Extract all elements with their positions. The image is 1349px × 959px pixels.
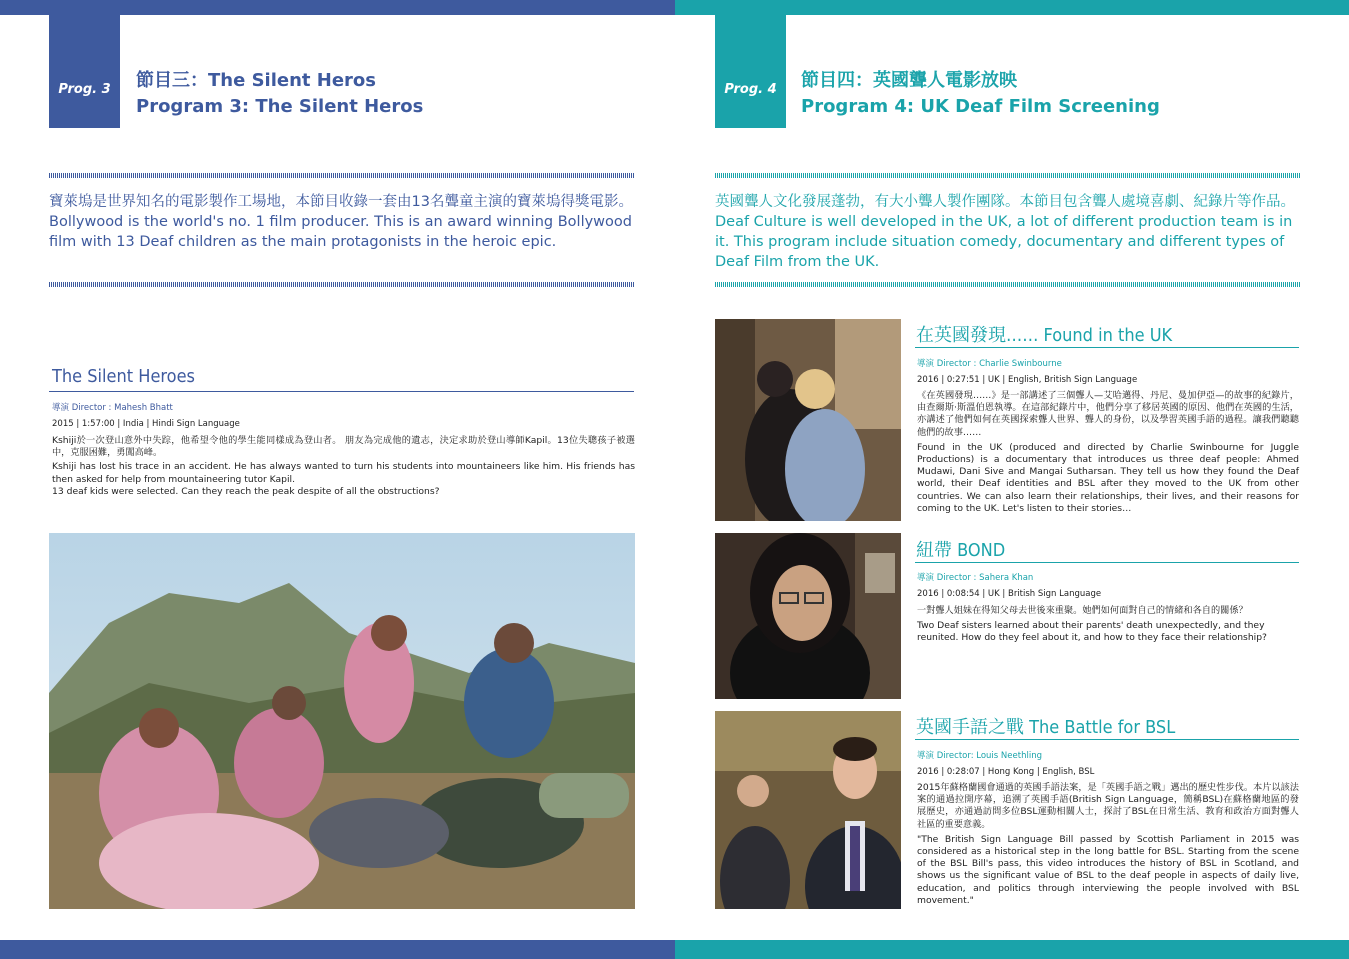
prog3-intro [49,192,639,252]
prog3-title-zh: 節目三：The Silent Heros [136,70,376,91]
film-director: 導演 Director : Charlie Swinbourne [917,359,1062,369]
film-meta: 2016 | 0:28:07 | Hong Kong | English, BSL [917,767,1095,777]
film-description [917,390,1299,515]
film-description-zh: 2015年蘇格蘭國會通過的英國手語法案，是「英國手語之戰」邁出的歷史性步伐。本片以該法案的通過拉開序幕，追溯了英國手語(British Sign Language，簡稱BSL)在蘇格蘭地區的發展歷史，亦通過訪問多位BSL運動相關人士，探討了BSL在日常生活、教育和政治方面對聾人社區的重要意義。 [917,782,1299,830]
film-still-bond [715,533,901,699]
divider [715,173,1300,178]
divider [49,173,635,178]
top-band-left [0,0,675,15]
film-meta: 2016 | 0:08:54 | UK | British Sign Language [917,589,1102,599]
film-still-found-in-uk [715,319,901,521]
prog4-tab-label: Prog. 4 [724,82,777,97]
interview-image [715,711,901,909]
prog3-title-en: Program 3: The Silent Heros [136,96,424,117]
bottom-band-right [675,940,1349,959]
film-director: 導演 Director : Mahesh Bhatt [52,403,173,413]
prog4-intro-zh: 英國聾人文化發展蓬勃，有大小聾人製作團隊。本節目包含聾人處境喜劇、紀錄片等作品。 [715,194,1295,210]
film-description-zh: Kshiji於一次登山意外中失踪，他希望令他的學生能同樣成為登山者。 朋友為完成他的遺志，決定求助於登山導師Kapil。13位失聰孩子被選中，克服困難，勇闖高峰。 [52,435,635,459]
film-title-underline [915,347,1299,348]
prog4-intro-en: Deaf Culture is well developed in the UK, a lot of different production team is in it. This program include situation comedy, documentary and different types of Deaf Film from the UK. [715,214,1293,270]
prog3-tab-label: Prog. 3 [58,82,111,97]
bottom-band-left [0,940,675,959]
top-band-right [675,0,1349,15]
film-title-underline [49,391,634,392]
film-director: 導演 Director : Sahera Khan [917,573,1034,583]
film-description [52,435,635,498]
film-description [917,782,1299,907]
film-director: 導演 Director: Louis Neethling [917,751,1042,761]
film-still-silent-heroes [49,533,635,909]
divider [49,282,635,287]
prog3-intro-en: Bollywood is the world's no. 1 film producer. This is an award winning Bollywood film with 13 Deaf children as the main protagonists in the heroic epic. [49,214,632,250]
prog3-tab [49,15,120,128]
film-meta: 2015 | 1:57:00 | India | Hindi Sign Language [52,419,240,429]
film-description-en: Kshiji has lost his trace in an accident. He has always wanted to turn his students into mountaineers like him. His friends has then asked for help from mountaineering tutor Kapil. [52,461,635,485]
film-description-zh: 《在英國發現……》是一部講述了三個聾人—艾哈邁得、丹尼、曼加伊亞—的故事的紀錄片，由查爾斯‧斯溫伯恩執導。在這部紀錄片中，他們分享了移居英國的原因、他們在英國的生活，亦講述了他們如何在英國探索聾人世界、聾人的身份，以及學習英國手語的過程。讓我們聽聽他們的故事…… [917,390,1299,438]
film-title: The Silent Heroes [52,366,195,387]
prog4-intro [715,192,1305,272]
film-title-underline [915,562,1299,563]
film-description-zh: 一對聾人姐妹在得知父母去世後來重聚。她們如何面對自己的情緒和各自的關係？ [917,605,1248,616]
film-title: 紐帶 BOND [916,540,1006,561]
prog4-tab [715,15,786,128]
prog3-intro-zh: 寶萊塢是世界知名的電影製作工場地，本節目收錄一套由13名聾童主演的寶萊塢得獎電影。 [49,194,633,210]
film-description-en: "The British Sign Language Bill passed by Scottish Parliament in 2015 was considered as a historical step in the long battle for BSL. Starting from the scene of the BSL Bill's pass, this video introduces the history of BSL in Scotland, and shows us the significant value of BSL to the deaf people in aspects of daily live, education, and politics through interviewing the people involved with BSL movement." [917,833,1299,906]
film-description-en-2: 13 deaf kids were selected. Can they reach the peak despite of all the obstructions? [52,485,440,497]
hug-scene-image [715,319,901,521]
mountain-scene-image [49,533,635,909]
prog3-title [136,68,423,120]
prog4-title-zh: 節目四：英國聾人電影放映 [801,70,1017,91]
film-description-en: Found in the UK (produced and directed by Charlie Swinbourne for Juggle Productions) is a documentary that introduces us three deaf people: Ahmed Mudawi, Dani Sive and Mangai Sutharsan. They tell us how they found the Deaf world, their Deaf identities and BSL after they moved to the UK from other countries. We can also learn their relationships, their lives, and their reasons for coming to the UK. Let's listen to their stories… [917,441,1299,514]
film-title: 在英國發現…… Found in the UK [916,325,1173,346]
divider [715,282,1300,287]
film-title: 英國手語之戰 The Battle for BSL [916,717,1176,738]
film-meta: 2016 | 0:27:51 | UK | English, British Sign Language [917,375,1138,385]
film-description-en: Two Deaf sisters learned about their parents' death unexpectedly, and they reunited. How do they feel about it, and how to they face their relationship? [917,620,1267,644]
film-description [917,605,1299,645]
prog4-title [801,68,1160,120]
film-still-battle-for-bsl [715,711,901,909]
portrait-image [715,533,901,699]
prog4-title-en: Program 4: UK Deaf Film Screening [801,96,1160,117]
film-title-underline [915,739,1299,740]
